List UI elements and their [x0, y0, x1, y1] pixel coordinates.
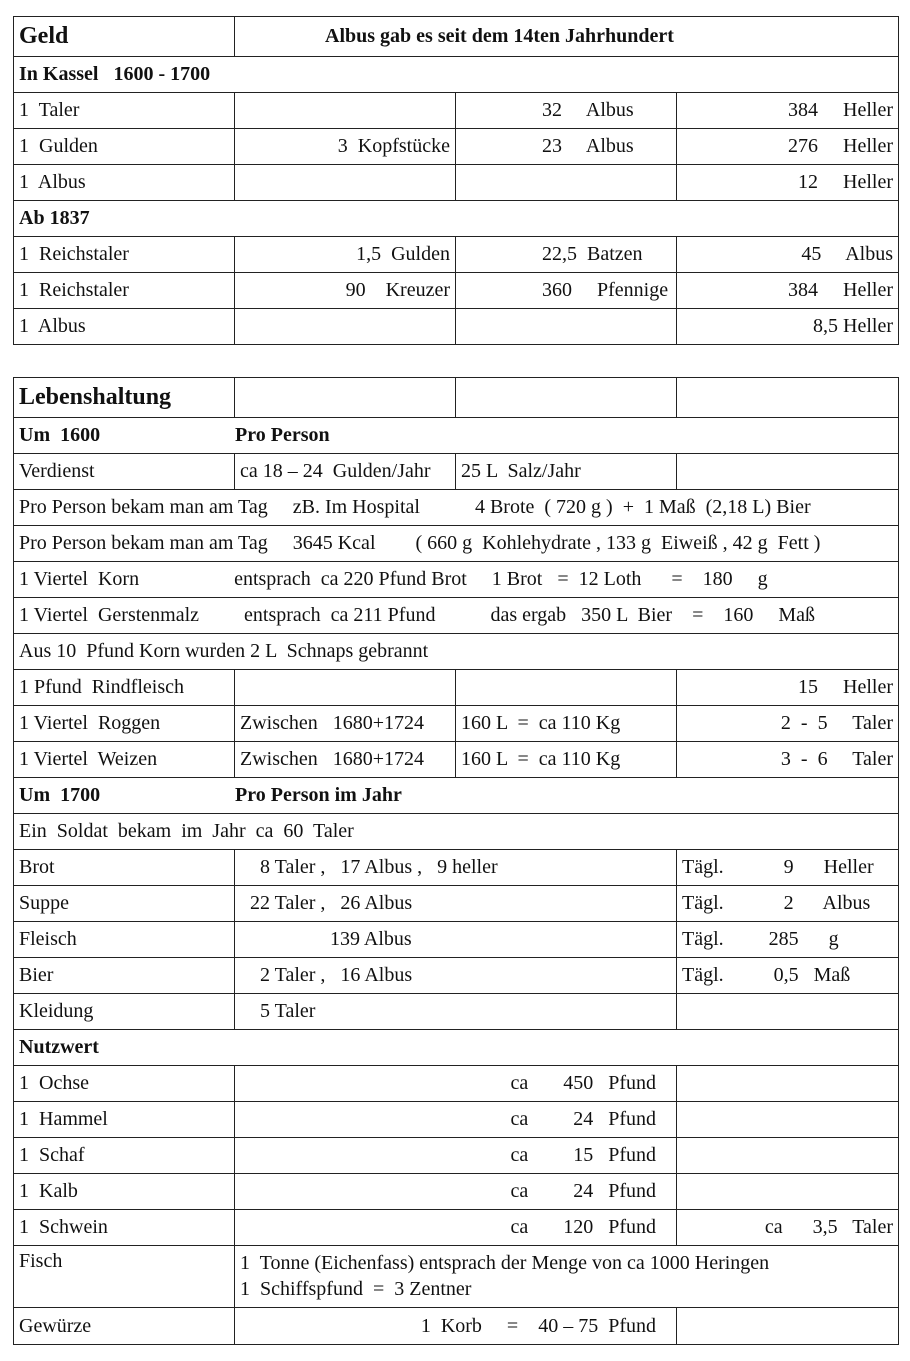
text-row: Ein Soldat bekam im Jahr ca 60 Taler	[14, 814, 899, 850]
leben-header-row	[14, 378, 899, 418]
label-cell: 1 Viertel Roggen	[14, 706, 235, 742]
table-row	[14, 742, 899, 778]
label-cell: 1 Viertel Weizen	[14, 742, 235, 778]
table-row	[14, 850, 899, 886]
value-cell	[456, 165, 677, 201]
text-row: 1 Viertel Gerstenmalz entsprach ca 211 Pfund das ergab 350 L Bier = 160 Maß	[14, 598, 899, 634]
value-cell	[235, 165, 456, 201]
unit-cell: 1 Albus	[14, 165, 235, 201]
value-cell: 15 Heller	[677, 670, 899, 706]
table-row	[14, 922, 899, 958]
value-cell: 3 - 6 Taler	[677, 742, 899, 778]
value-cell: ca 15 Pfund	[235, 1138, 677, 1174]
table-row	[14, 129, 899, 165]
section-um-1700	[14, 778, 899, 814]
section-sublabel: Pro Person im Jahr	[235, 784, 402, 806]
table-row	[14, 814, 899, 850]
empty-cell	[456, 378, 677, 418]
text-row: Aus 10 Pfund Korn wurden 2 L Schnaps gebrannt	[14, 634, 899, 670]
label-cell: 1 Ochse	[14, 1066, 235, 1102]
value-cell: 2 Taler , 16 Albus	[235, 958, 677, 994]
empty-cell	[456, 670, 677, 706]
empty-cell	[677, 454, 899, 490]
value-cell: 1 Korb = 40 – 75 Pfund	[235, 1308, 677, 1345]
value-cell: 22 Taler , 26 Albus	[235, 886, 677, 922]
value-cell: 45 Albus	[677, 237, 899, 273]
value-cell: 276 Heller	[677, 129, 899, 165]
value-cell: 160 L = ca 110 Kg	[456, 742, 677, 778]
table-row	[14, 958, 899, 994]
label-cell: Bier	[14, 958, 235, 994]
section-kassel: In Kassel 1600 - 1700	[14, 57, 899, 93]
value-cell: Tägl. 285 g	[677, 922, 899, 958]
unit-cell: 1 Taler	[14, 93, 235, 129]
section-row	[14, 1030, 899, 1066]
value-cell	[235, 309, 456, 345]
value-cell: 2 - 5 Taler	[677, 706, 899, 742]
geld-title: Geld	[14, 17, 235, 57]
table-row	[14, 706, 899, 742]
table-row	[14, 1138, 899, 1174]
value-cell: ca 24 Pfund	[235, 1174, 677, 1210]
table-row	[14, 1066, 899, 1102]
label-cell: Suppe	[14, 886, 235, 922]
value-cell: 23 Albus	[456, 129, 677, 165]
text-row: Pro Person bekam man am Tag 3645 Kcal ( 660 g Kohlehydrate , 133 g Eiweiß , 42 g Fett )	[14, 526, 899, 562]
value-cell: ca 120 Pfund	[235, 1210, 677, 1246]
geld-table	[13, 16, 899, 345]
value-cell: 22,5 Batzen	[456, 237, 677, 273]
value-cell	[456, 309, 677, 345]
value-cell: Zwischen 1680+1724	[235, 706, 456, 742]
fisch-line-2: 1 Schiffspfund = 3 Zentner	[240, 1278, 472, 1300]
section-row	[14, 57, 899, 93]
unit-cell: 1 Reichstaler	[14, 273, 235, 309]
geld-header-row	[14, 17, 899, 57]
table-row	[14, 1174, 899, 1210]
table-row	[14, 309, 899, 345]
value-cell: Tägl. 9 Heller	[677, 850, 899, 886]
text-row: 1 Viertel Korn entsprach ca 220 Pfund Brot 1 Brot = 12 Loth = 180 g	[14, 562, 899, 598]
table-row	[14, 562, 899, 598]
value-cell: 8,5 Heller	[677, 309, 899, 345]
table-row	[14, 237, 899, 273]
label-cell: 1 Kalb	[14, 1174, 235, 1210]
value-cell	[677, 1066, 899, 1102]
section-1837: Ab 1837	[14, 201, 899, 237]
label-cell: 1 Schaf	[14, 1138, 235, 1174]
table-row	[14, 526, 899, 562]
value-cell	[677, 1102, 899, 1138]
table-row	[14, 1102, 899, 1138]
empty-cell	[235, 378, 456, 418]
value-cell: ca 450 Pfund	[235, 1066, 677, 1102]
section-label: Um 1700	[19, 784, 101, 806]
value-cell	[235, 93, 456, 129]
leben-title: Lebenshaltung	[14, 378, 235, 418]
value-cell: Zwischen 1680+1724	[235, 742, 456, 778]
table-row	[14, 1308, 899, 1345]
table-row	[14, 994, 899, 1030]
empty-cell	[677, 1308, 899, 1345]
value-cell: ca 3,5 Taler	[677, 1210, 899, 1246]
section-row	[14, 418, 899, 454]
table-row	[14, 670, 899, 706]
value-cell: Tägl. 2 Albus	[677, 886, 899, 922]
unit-cell: 1 Gulden	[14, 129, 235, 165]
table-row	[14, 454, 899, 490]
empty-cell	[677, 378, 899, 418]
label-cell: Brot	[14, 850, 235, 886]
unit-cell: 1 Albus	[14, 309, 235, 345]
unit-cell: 1 Reichstaler	[14, 237, 235, 273]
value-cell: 384 Heller	[677, 273, 899, 309]
empty-cell	[235, 670, 456, 706]
value-cell: ca 24 Pfund	[235, 1102, 677, 1138]
label-cell: Fisch	[14, 1246, 235, 1308]
value-cell: 1,5 Gulden	[235, 237, 456, 273]
value-cell: 5 Taler	[235, 994, 677, 1030]
table-row	[14, 1246, 899, 1308]
table-row	[14, 273, 899, 309]
value-cell	[677, 1138, 899, 1174]
table-row	[14, 165, 899, 201]
section-sublabel: Pro Person	[235, 424, 330, 446]
table-row	[14, 1210, 899, 1246]
value-cell	[677, 1174, 899, 1210]
section-nutzwert: Nutzwert	[14, 1030, 899, 1066]
value-cell: 25 L Salz/Jahr	[456, 454, 677, 490]
value-cell: 384 Heller	[677, 93, 899, 129]
section-row	[14, 778, 899, 814]
table-row	[14, 598, 899, 634]
table-row	[14, 634, 899, 670]
label-cell: Kleidung	[14, 994, 235, 1030]
value-cell: 90 Kreuzer	[235, 273, 456, 309]
value-cell: 8 Taler , 17 Albus , 9 heller	[235, 850, 677, 886]
value-cell: 12 Heller	[677, 165, 899, 201]
value-cell: 32 Albus	[456, 93, 677, 129]
value-cell: Tägl. 0,5 Maß	[677, 958, 899, 994]
value-cell: 360 Pfennige	[456, 273, 677, 309]
label-cell: 1 Hammel	[14, 1102, 235, 1138]
value-cell: ca 18 – 24 Gulden/Jahr	[235, 454, 456, 490]
value-cell	[677, 994, 899, 1030]
label-cell: Verdienst	[14, 454, 235, 490]
value-cell	[235, 1246, 899, 1308]
section-row	[14, 201, 899, 237]
table-row	[14, 93, 899, 129]
value-cell: 160 L = ca 110 Kg	[456, 706, 677, 742]
label-cell: Fleisch	[14, 922, 235, 958]
section-um-1600	[14, 418, 899, 454]
lebenshaltung-table	[13, 377, 899, 1345]
fisch-line-1: 1 Tonne (Eichenfass) entsprach der Menge von ca 1000 Heringen	[240, 1252, 770, 1274]
text-row: Pro Person bekam man am Tag zB. Im Hospital 4 Brote ( 720 g ) + 1 Maß (2,18 L) Bier	[14, 490, 899, 526]
table-row	[14, 490, 899, 526]
value-cell: 139 Albus	[235, 922, 677, 958]
label-cell: 1 Pfund Rindfleisch	[14, 670, 235, 706]
value-cell: 3 Kopfstücke	[235, 129, 456, 165]
geld-subtitle: Albus gab es seit dem 14ten Jahrhundert	[235, 17, 899, 57]
table-row	[14, 886, 899, 922]
label-cell: 1 Schwein	[14, 1210, 235, 1246]
section-label: Um 1600	[19, 424, 101, 446]
label-cell: Gewürze	[14, 1308, 235, 1345]
